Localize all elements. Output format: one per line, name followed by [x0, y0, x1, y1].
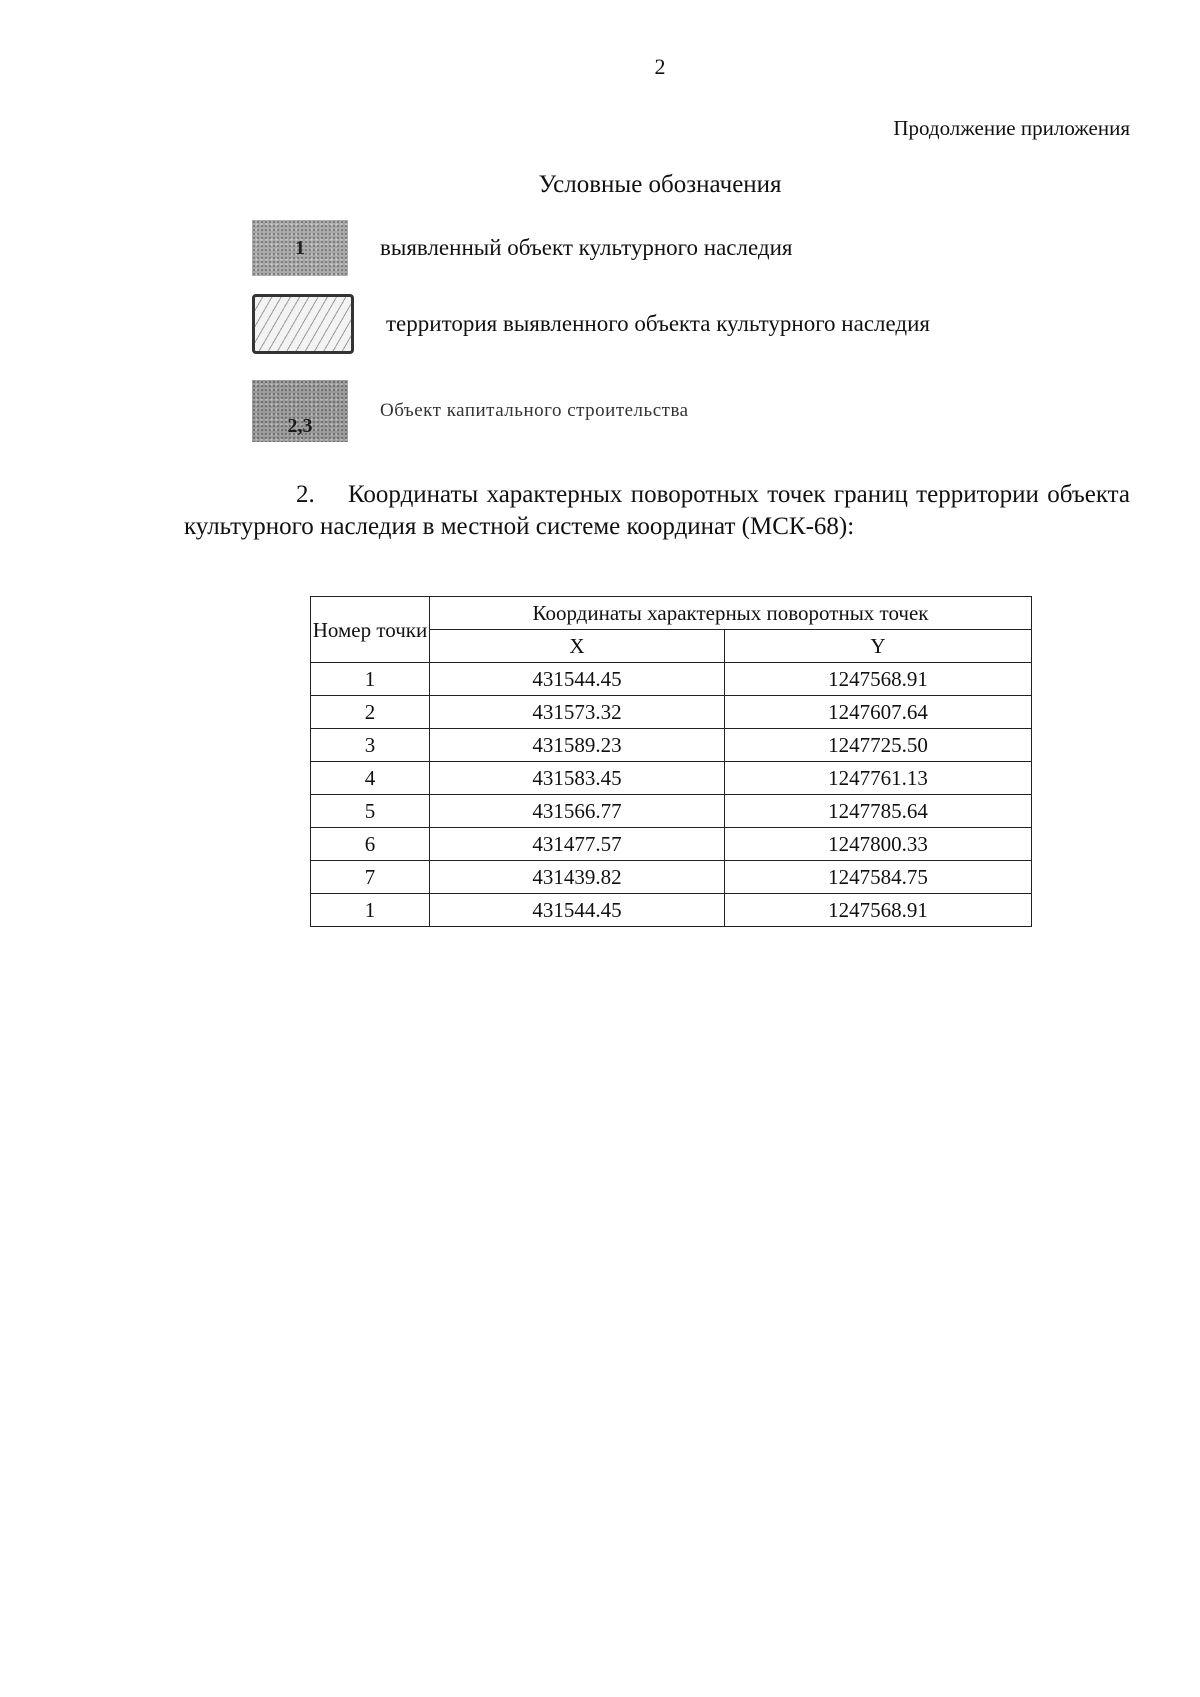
x-coordinate-cell: 431544.45: [430, 894, 725, 927]
y-coordinate-cell: 1247568.91: [725, 663, 1032, 696]
legend-item-heritage-territory: [252, 294, 930, 354]
table-row: [311, 696, 1032, 729]
capital-construction-symbol: 2,3: [287, 415, 313, 437]
table-row: [311, 729, 1032, 762]
x-coordinate-cell: 431544.45: [430, 663, 725, 696]
capital-construction-swatch-icon: [252, 380, 348, 442]
heritage-territory-swatch-icon: [252, 294, 354, 354]
table-row: [311, 663, 1032, 696]
point-number-cell: 4: [311, 762, 430, 795]
legend-text-heritage-territory: территория выявленного объекта культурного наследия: [386, 311, 931, 336]
paragraph-text: Координаты характерных поворотных точек границ территории объекта культурного наследия в местной системе координат (МСК-68):: [184, 481, 1130, 540]
header-point-number: Номер точки: [311, 597, 430, 663]
page-number: 2: [654, 54, 666, 79]
point-number-cell: 1: [311, 663, 430, 696]
y-coordinate-cell: 1247607.64: [725, 696, 1032, 729]
x-coordinate-cell: 431589.23: [430, 729, 725, 762]
paragraph-number: 2.: [296, 481, 315, 508]
y-coordinate-cell: 1247785.64: [725, 795, 1032, 828]
y-coordinate-cell: 1247584.75: [725, 861, 1032, 894]
heritage-object-symbol: 1: [295, 236, 305, 259]
x-coordinate-cell: 431573.32: [430, 696, 725, 729]
y-coordinate-cell: 1247568.91: [725, 894, 1032, 927]
point-number-cell: 5: [311, 795, 430, 828]
continuation-label: Продолжение приложения: [893, 116, 1130, 140]
legend-text-capital-construction: Объект капитального строительства: [380, 400, 689, 421]
y-coordinate-cell: 1247800.33: [725, 828, 1032, 861]
heritage-object-swatch-icon: [252, 220, 348, 276]
header-coordinates: Координаты характерных поворотных точек: [430, 597, 1032, 630]
point-number-cell: 7: [311, 861, 430, 894]
table-row: [311, 795, 1032, 828]
point-number-cell: 2: [311, 696, 430, 729]
header-x: X: [430, 630, 725, 663]
table-row: [311, 861, 1032, 894]
legend-item-heritage-object: [252, 220, 792, 276]
coordinates-table: [310, 596, 1032, 927]
x-coordinate-cell: 431566.77: [430, 795, 725, 828]
y-coordinate-cell: 1247761.13: [725, 762, 1032, 795]
table-row: [311, 762, 1032, 795]
header-y: Y: [725, 630, 1032, 663]
table-row: [311, 894, 1032, 927]
coordinates-paragraph: [184, 479, 1130, 543]
point-number-cell: 3: [311, 729, 430, 762]
x-coordinate-cell: 431439.82: [430, 861, 725, 894]
table-row: [311, 828, 1032, 861]
x-coordinate-cell: 431583.45: [430, 762, 725, 795]
point-number-cell: 6: [311, 828, 430, 861]
point-number-cell: 1: [311, 894, 430, 927]
legend-title: Условные обозначения: [538, 171, 782, 198]
legend-item-capital-construction: [252, 380, 689, 442]
x-coordinate-cell: 431477.57: [430, 828, 725, 861]
y-coordinate-cell: 1247725.50: [725, 729, 1032, 762]
legend-text-heritage-object: выявленный объект культурного наследия: [380, 235, 793, 260]
